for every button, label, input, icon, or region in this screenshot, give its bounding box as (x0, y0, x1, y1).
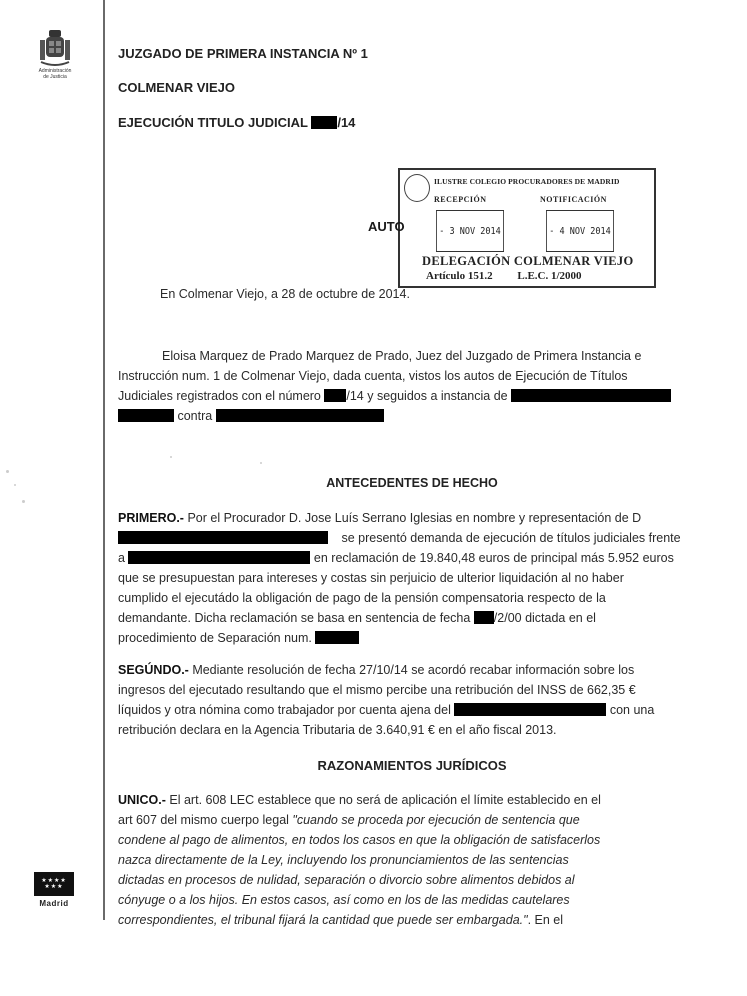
intro-line: Eloisa Marquez de Prado Marquez de Prado, Juez del Juzgado de Primera Instancia e (162, 349, 642, 363)
primero-line (118, 548, 706, 568)
quote-text: "cuando se proceda por ejecución de sentencia que (292, 813, 580, 827)
primero-label: PRIMERO.- (118, 511, 184, 525)
unico-line (118, 790, 700, 810)
segundo-line (118, 660, 706, 680)
text: líquidos y otra nómina como trabajador por cuenta ajena del (118, 703, 451, 717)
text: a (118, 551, 125, 565)
redaction (311, 116, 337, 129)
primero-line (118, 608, 706, 628)
text: contra (177, 409, 213, 423)
court-name: JUZGADO DE PRIMERA INSTANCIA Nº 1 (118, 46, 368, 61)
crest-caption-2: de Justicia (43, 74, 67, 80)
intro-line: Instrucción num. 1 de Colmenar Viejo, dada cuenta, vistos los autos de Ejecución de Títulos (118, 369, 628, 383)
text: /14 y seguidos a instancia de (346, 389, 508, 403)
text: en reclamación de 19.840,48 euros de principal más 5.952 euros (313, 551, 674, 565)
margin-rule (103, 0, 105, 920)
administracion-justicia-logo (30, 28, 80, 80)
text: demandante. Dicha reclamación se basa en sentencia de fecha (118, 611, 471, 625)
primero-paragraph (118, 508, 706, 648)
redaction (474, 611, 494, 624)
comunidad-madrid-logo (32, 872, 76, 908)
stamp-article (426, 270, 582, 282)
seal-icon (404, 174, 430, 202)
coat-of-arms-icon (35, 28, 75, 68)
intro-line (118, 386, 706, 406)
primero-line (118, 528, 706, 548)
text: El art. 608 LEC establece que no será de aplicación el límite establecido en el (165, 793, 601, 807)
scan-noise (260, 462, 262, 464)
scan-noise (14, 484, 16, 486)
redaction (128, 551, 310, 564)
text: con una (609, 703, 655, 717)
notification-label: NOTIFICACIÓN (540, 195, 607, 204)
segundo-line: retribución declara en la Agencia Tributaria de 3.640,91 € en el año fiscal 2013. (118, 723, 557, 737)
reception-stamp (398, 168, 656, 288)
scan-noise (170, 456, 172, 458)
madrid-stars-icon: ★★★★ ★★★ (34, 872, 74, 896)
unico-label: UNICO.- (118, 793, 166, 807)
section-title-razonamientos: RAZONAMIENTOS JURÍDICOS (317, 758, 507, 773)
unico-line (118, 810, 700, 830)
text: /2/00 dictada en el (493, 611, 596, 625)
text: Mediante resolución de fecha 27/10/14 se acordó recabar información sobre los (188, 663, 635, 677)
redaction (118, 409, 174, 422)
unico-line: nazca directamente de la Ley, incluyendo los pronunciamientos de las sentencias (118, 853, 569, 867)
stamp-title: ILUSTRE COLEGIO PROCURADORES DE MADRID (434, 177, 620, 186)
text: Por el Procurador D. Jose Luís Serrano Iglesias en nombre y representación de D (187, 511, 642, 525)
scan-noise (6, 470, 9, 473)
primero-line (118, 508, 706, 528)
madrid-caption: Madrid (39, 899, 69, 908)
segundo-label: SEGÚNDO.- (118, 663, 189, 677)
segundo-paragraph (118, 660, 706, 740)
redaction (216, 409, 384, 422)
unico-line (118, 910, 700, 930)
text: art 607 del mismo cuerpo legal (118, 813, 293, 827)
redaction (511, 389, 671, 402)
primero-line (118, 628, 706, 648)
stamp-lec: L.E.C. 1/2000 (517, 270, 582, 282)
text: Judiciales registrados con el número (118, 389, 321, 403)
redaction (454, 703, 606, 716)
primero-line: que se presupuestan para intereses y costas sin perjuicio de ulterior liquidación al no haber (118, 571, 624, 585)
unico-line: dictadas en procesos de nulidad, separación o divorcio sobre alimentos debidos al (118, 873, 575, 887)
text: procedimiento de Separación num. (118, 631, 312, 645)
segundo-line (118, 700, 706, 720)
redaction (118, 531, 328, 544)
stamp-delegation: DELEGACIÓN COLMENAR VIEJO (422, 254, 634, 268)
case-number (118, 115, 355, 130)
text: . En el (527, 913, 563, 927)
unico-line: condene al pago de alimentos, en todos los casos en que la obligación de satisfacerlos (118, 833, 601, 847)
court-city: COLMENAR VIEJO (118, 80, 236, 95)
unico-line: cónyuge o a los hijos. En estos casos, así como en los de las medidas cautelares (118, 893, 570, 907)
text: se presentó demanda de ejecución de títulos judiciales frente (341, 531, 681, 545)
redaction (315, 631, 359, 644)
unico-paragraph (118, 790, 700, 930)
quote-text: correspondientes, el tribunal fijará la cantidad que puede ser embargada." (118, 913, 528, 927)
stamp-article-number: Artículo 151.2 (426, 270, 493, 282)
scan-noise (22, 500, 25, 503)
intro-paragraph (118, 346, 706, 426)
reception-date: - 3 NOV 2014 (436, 210, 504, 252)
date-line: En Colmenar Viejo, a 28 de octubre de 2014. (160, 287, 410, 301)
case-prefix: EJECUCIÓN TITULO JUDICIAL (118, 115, 308, 130)
reception-label: RECEPCIÓN (434, 195, 487, 204)
case-suffix: /14 (337, 115, 356, 130)
intro-line (118, 406, 706, 426)
section-title-antecedentes: ANTECEDENTES DE HECHO (326, 476, 498, 490)
segundo-line: ingresos del ejecutado resultando que el mismo percibe una retribución del INSS de 662,35 € (118, 683, 636, 697)
notification-date: - 4 NOV 2014 (546, 210, 614, 252)
redaction (324, 389, 346, 402)
primero-line: cumplido el ejecutádo la obligación de pago de la pensión compensatoria respecto de la (118, 591, 606, 605)
doc-type: AUTO (368, 219, 405, 234)
crest-caption-1: Administración (38, 68, 72, 74)
